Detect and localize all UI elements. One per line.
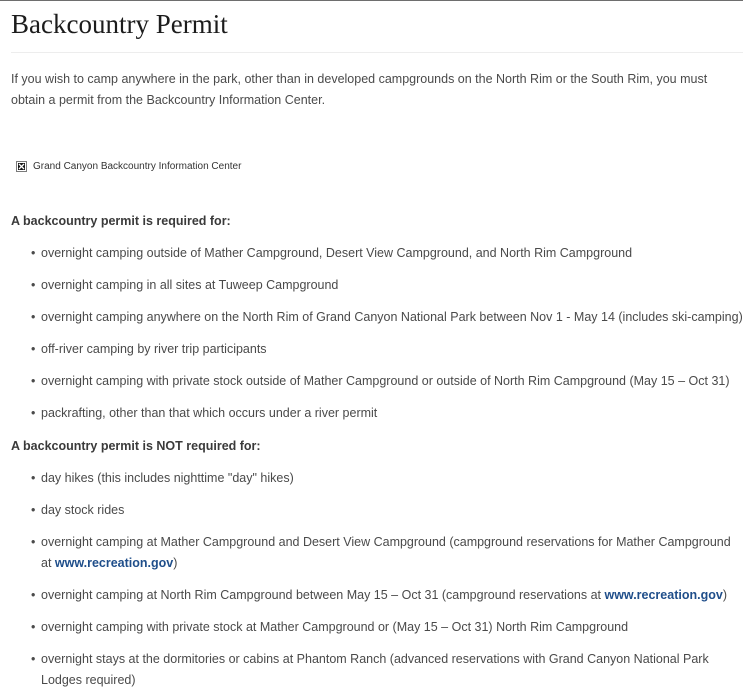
list-item-text: day hikes (this includes nighttime "day" hikes) bbox=[41, 471, 294, 485]
page-title: Backcountry Permit bbox=[11, 9, 228, 39]
recreation-gov-link[interactable]: www.recreation.gov bbox=[54, 556, 174, 570]
list-item-text: day stock rides bbox=[41, 503, 125, 517]
list-item: • off-river camping by river trip participants bbox=[31, 339, 736, 360]
top-border bbox=[0, 0, 743, 1]
list-item-text: overnight stays at the dormitories or cabins at Phantom Ranch (advanced reservations with Grand Canyon National Park Lodges required) bbox=[41, 652, 709, 687]
intro-paragraph: If you wish to camp anywhere in the park, other than in developed campgrounds on the North Rim or the South Rim, you must obtain a permit from the Backcountry Information Center. bbox=[11, 72, 708, 107]
broken-image-icon bbox=[16, 161, 27, 172]
required-list bbox=[31, 243, 743, 435]
list-item bbox=[31, 617, 736, 638]
broken-image-placeholder bbox=[16, 158, 241, 174]
list-item bbox=[31, 649, 736, 687]
list-item: • overnight camping outside of Mather Campground, Desert View Campground, and North Rim Campground bbox=[31, 243, 736, 264]
list-item: • overnight camping with private stock outside of Mather Campground or outside of North Rim Campground (May 15 – Oct 31) bbox=[31, 371, 736, 392]
title-divider bbox=[11, 52, 743, 53]
list-item-text-end: ) bbox=[173, 556, 178, 570]
list-item-text: overnight camping at North Rim Campground between May 15 – Oct 31 (campground reservations at bbox=[41, 588, 605, 602]
not-required-list bbox=[31, 468, 736, 687]
list-item bbox=[31, 468, 736, 489]
list-item: • overnight camping anywhere on the North Rim of Grand Canyon National Park between Nov 1 - May 14 (includes ski-camping) bbox=[31, 307, 736, 328]
list-item: • packrafting, other than that which occurs under a river permit bbox=[31, 403, 736, 424]
list-item-text: overnight camping at Mather Campground and Desert View Campground (campground reservations for Mather Campground at bbox=[41, 535, 731, 570]
not-required-heading: A backcountry permit is NOT required for: bbox=[11, 439, 261, 453]
list-item: • overnight camping in all sites at Tuweep Campground bbox=[31, 275, 736, 296]
list-item bbox=[31, 532, 736, 574]
list-item-text: overnight camping with private stock at Mather Campground or (May 15 – Oct 31) North Rim Campground bbox=[41, 620, 629, 634]
list-item bbox=[31, 585, 736, 606]
list-item bbox=[31, 500, 736, 521]
list-item-text-end: ) bbox=[722, 588, 727, 602]
image-alt-text: Grand Canyon Backcountry Information Center bbox=[33, 160, 242, 172]
required-heading: A backcountry permit is required for: bbox=[11, 214, 231, 228]
recreation-gov-link[interactable]: www.recreation.gov bbox=[604, 588, 723, 602]
